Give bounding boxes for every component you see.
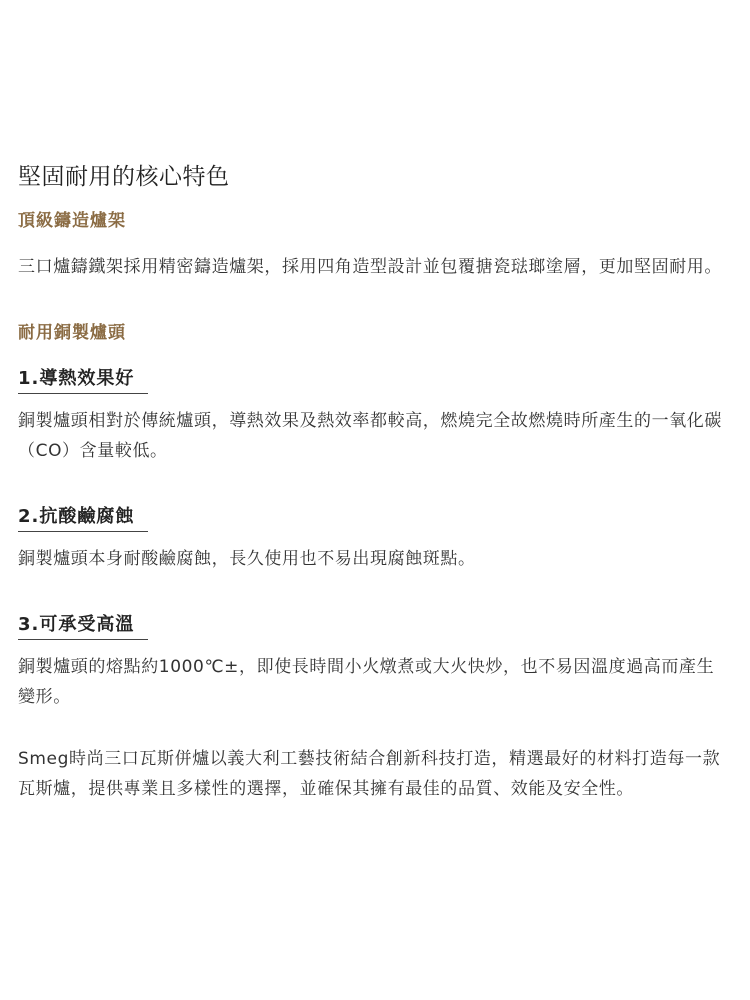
item-title: 2.抗酸鹼腐蝕: [18, 504, 148, 532]
copper-burner-item-1: [18, 366, 722, 466]
section-heading-copper-burner: 耐用銅製爐頭: [18, 323, 126, 343]
copper-burner-item-2: [18, 504, 722, 574]
item-title: 1.導熱效果好: [18, 366, 148, 394]
section-text-cast-grate: 三口爐鑄鐵架採用精密鑄造爐架，採用四角造型設計並包覆搪瓷琺瑯塗層，更加堅固耐用。: [18, 257, 722, 277]
feature-article: [18, 160, 722, 804]
item-text: 銅製爐頭本身耐酸鹼腐蝕，長久使用也不易出現腐蝕斑點。: [18, 549, 476, 569]
closing-paragraph: Smeg時尚三口瓦斯併爐以義大利工藝技術結合創新科技打造，精選最好的材料打造每一款瓦斯爐，提供專業且多樣性的選擇，並確保其擁有最佳的品質、效能及安全性。: [18, 749, 721, 799]
copper-burner-item-3: [18, 612, 722, 712]
page-title: 堅固耐用的核心特色: [18, 164, 230, 190]
item-text: 銅製爐頭的熔點約1000℃±，即使長時間小火燉煮或大火快炒，也不易因溫度過高而產生變形。: [18, 657, 715, 707]
section-heading-cast-grate: 頂級鑄造爐架: [18, 211, 126, 231]
item-title: 3.可承受高溫: [18, 612, 148, 640]
item-text: 銅製爐頭相對於傳統爐頭，導熱效果及熱效率都較高，燃燒完全故燃燒時所產生的一氧化碳（CO）含量較低。: [18, 411, 722, 461]
